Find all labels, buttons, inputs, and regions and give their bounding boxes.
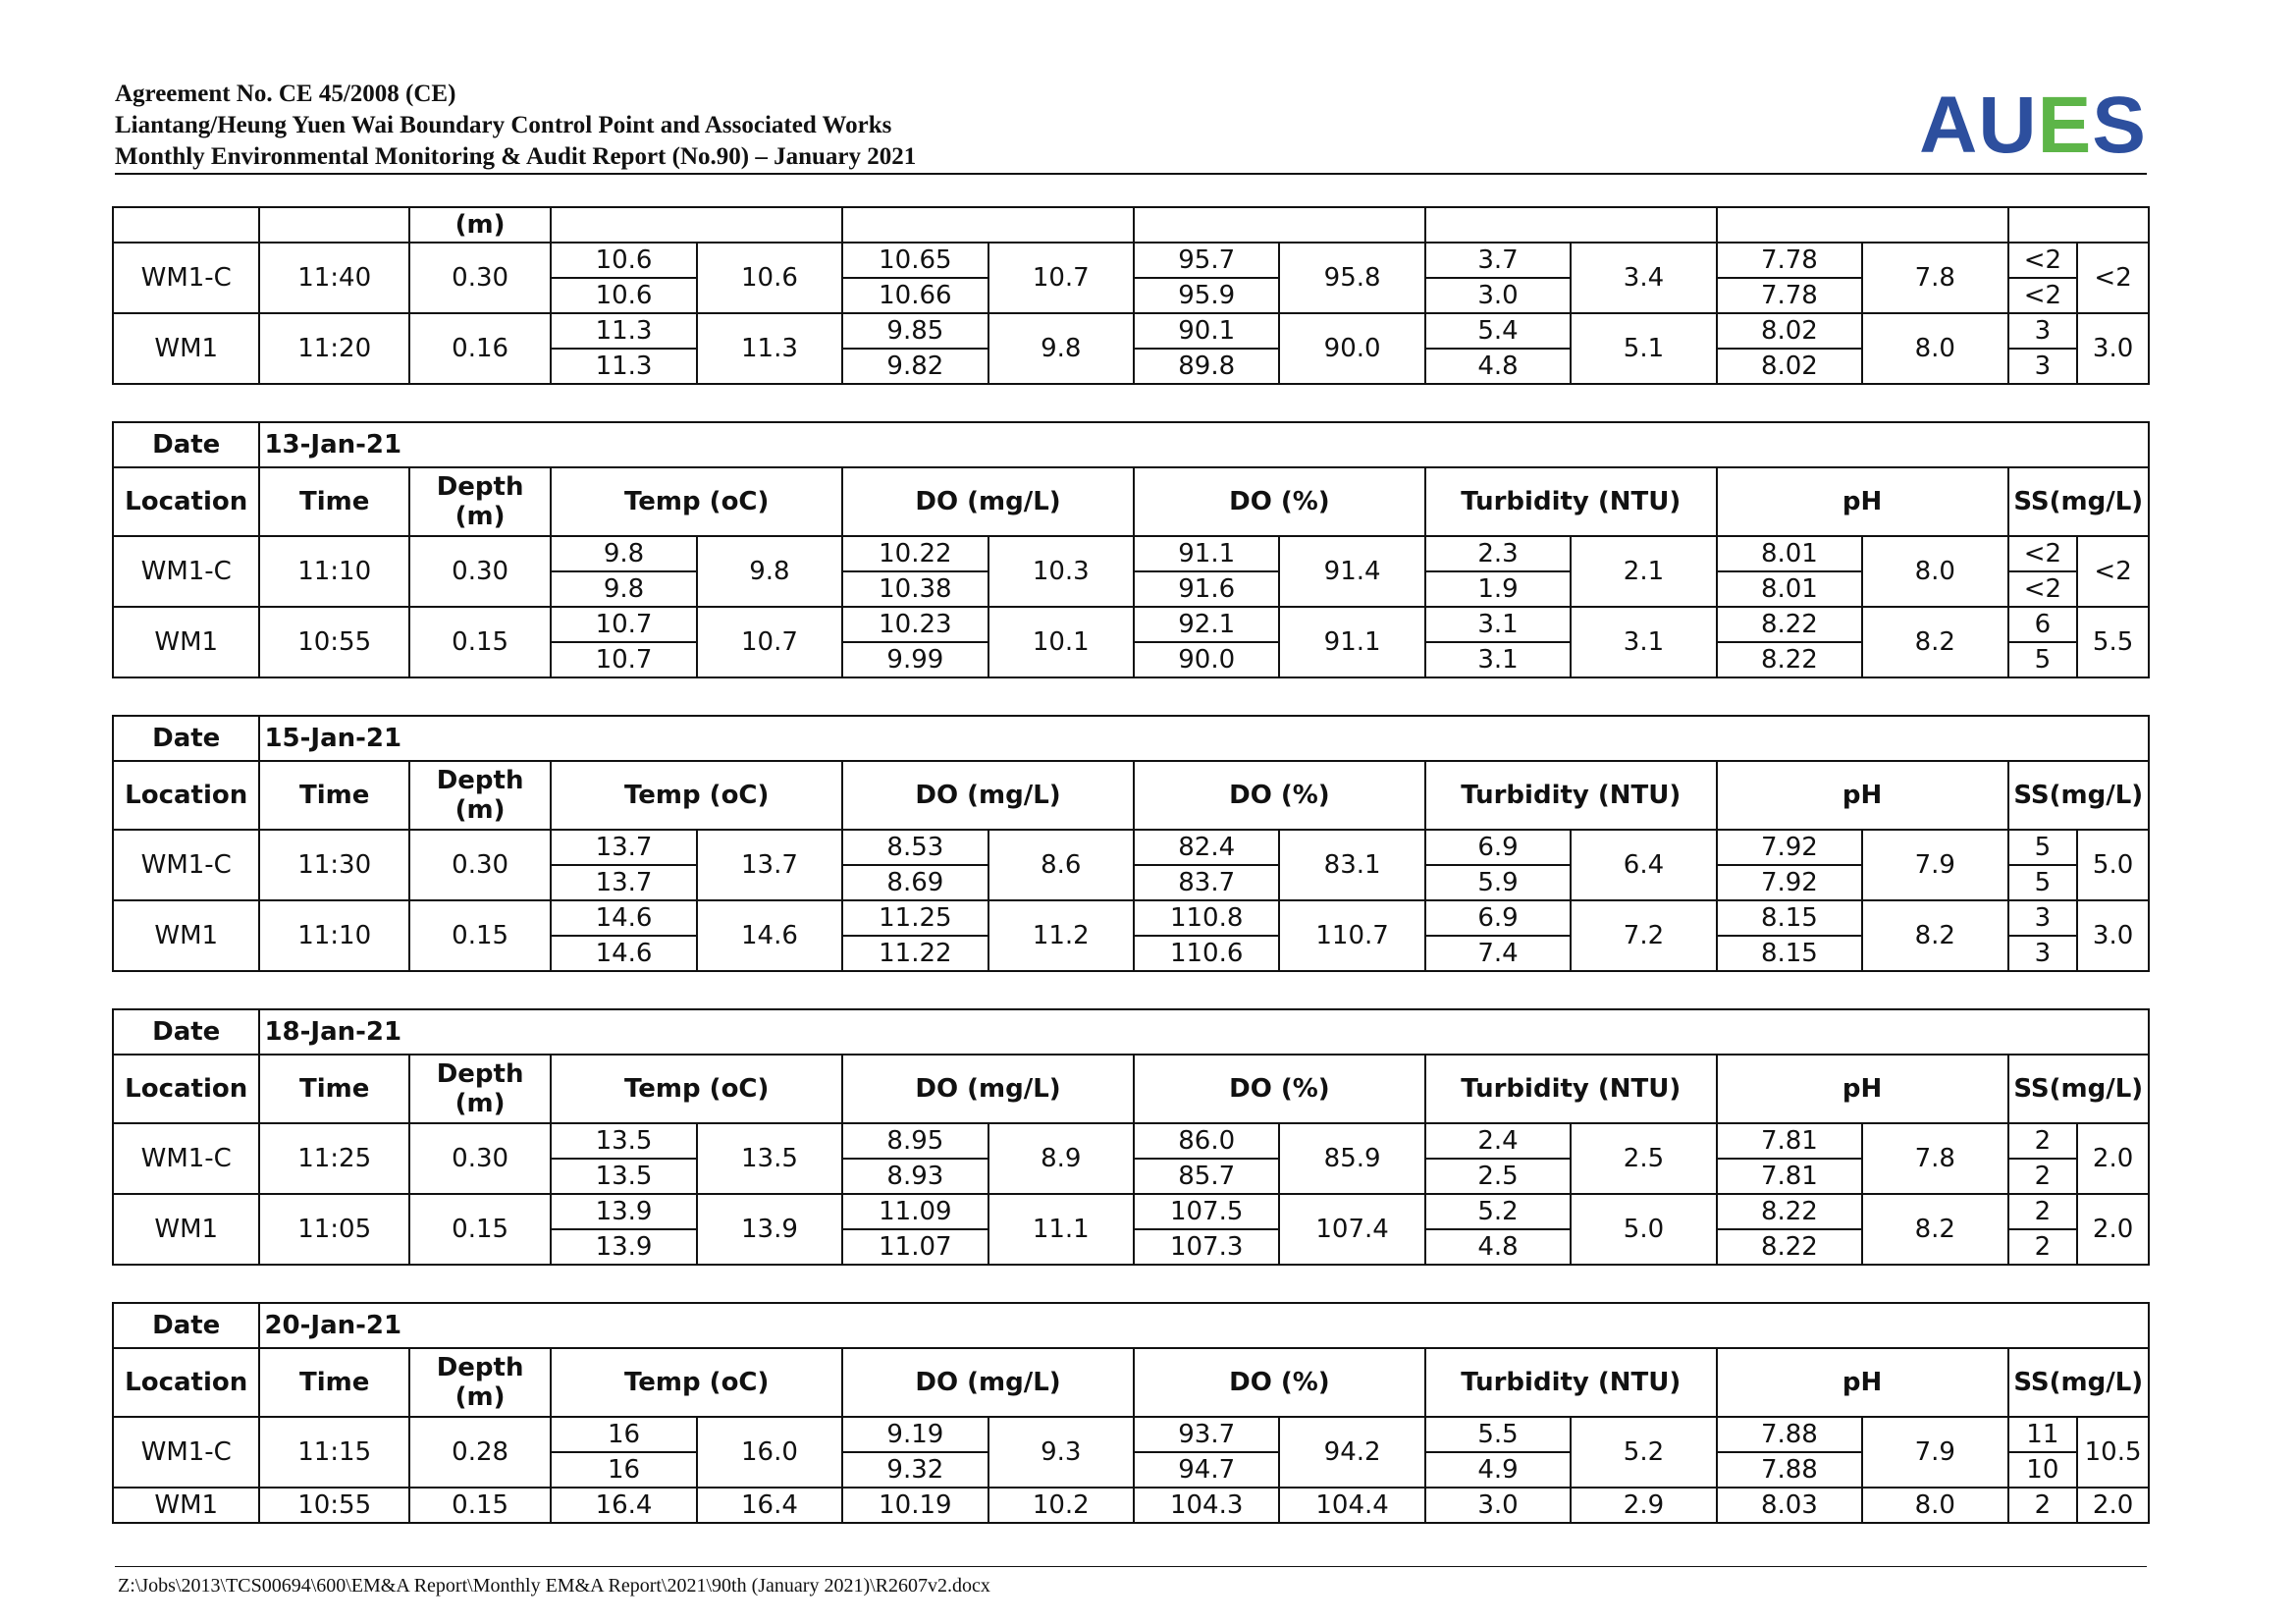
do-percent-header: DO (%) bbox=[1134, 761, 1425, 830]
location-cell: WM1-C bbox=[113, 243, 259, 313]
turbidity-reading-1: 5.5 bbox=[1425, 1417, 1571, 1452]
temp-header: Temp (oC) bbox=[551, 761, 842, 830]
temp-reading: 16.4 bbox=[551, 1488, 696, 1523]
date-row bbox=[113, 1009, 2149, 1055]
table-row bbox=[113, 313, 2149, 349]
temp-reading-2: 10.6 bbox=[551, 278, 696, 313]
table-row bbox=[113, 1123, 2149, 1159]
do-percent-reading-1: 92.1 bbox=[1134, 607, 1279, 642]
ss-header: SS(mg/L) bbox=[2008, 761, 2149, 830]
do-mgl-average: 10.1 bbox=[988, 607, 1134, 677]
header-blank bbox=[2008, 207, 2149, 243]
do-percent-reading-1: 110.8 bbox=[1134, 900, 1279, 936]
ss-average: 5.5 bbox=[2077, 607, 2149, 677]
do-percent-reading-2: 91.6 bbox=[1134, 571, 1279, 607]
do-percent-average: 107.4 bbox=[1279, 1194, 1424, 1265]
ph-average: 8.0 bbox=[1862, 536, 2007, 607]
ph-header: pH bbox=[1717, 1055, 2008, 1123]
ph-reading-2: 8.22 bbox=[1717, 1229, 1862, 1265]
do-mgl-reading-2: 10.38 bbox=[842, 571, 988, 607]
location-header: Location bbox=[113, 1055, 259, 1123]
do-mgl-reading-1: 10.22 bbox=[842, 536, 988, 571]
do-percent-average: 110.7 bbox=[1279, 900, 1424, 971]
header-divider bbox=[115, 173, 2147, 175]
page-header bbox=[115, 79, 2147, 173]
depth-cell: 0.15 bbox=[409, 1488, 551, 1523]
time-header: Time bbox=[259, 1055, 408, 1123]
time-cell: 11:10 bbox=[259, 900, 408, 971]
table-row bbox=[113, 607, 2149, 642]
turbidity-average: 3.1 bbox=[1571, 607, 1716, 677]
turbidity-reading-1: 3.7 bbox=[1425, 243, 1571, 278]
table-row bbox=[113, 1194, 2149, 1229]
turbidity-average: 6.4 bbox=[1571, 830, 1716, 900]
ph-header: pH bbox=[1717, 467, 2008, 536]
ss-reading-1: 11 bbox=[2008, 1417, 2078, 1452]
ss-average: 3.0 bbox=[2077, 900, 2149, 971]
ph-reading-1: 7.78 bbox=[1717, 243, 1862, 278]
location-header: Location bbox=[113, 467, 259, 536]
temp-reading-2: 14.6 bbox=[551, 936, 696, 971]
agreement-number: Agreement No. CE 45/2008 (CE) bbox=[115, 81, 456, 107]
ph-reading-2: 8.01 bbox=[1717, 571, 1862, 607]
ss-average: 10.5 bbox=[2077, 1417, 2149, 1488]
location-cell: WM1-C bbox=[113, 1123, 259, 1194]
do-percent-reading-1: 93.7 bbox=[1134, 1417, 1279, 1452]
do-percent-reading-2: 110.6 bbox=[1134, 936, 1279, 971]
ph-header: pH bbox=[1717, 1348, 2008, 1417]
ph-reading-1: 8.02 bbox=[1717, 313, 1862, 349]
ss-reading-2: 3 bbox=[2008, 349, 2078, 384]
ss-reading-2: 2 bbox=[2008, 1159, 2078, 1194]
do-percent-average: 85.9 bbox=[1279, 1123, 1424, 1194]
table-spacer bbox=[112, 385, 2150, 421]
ph-reading-2: 8.22 bbox=[1717, 642, 1862, 677]
do-mgl-reading-1: 11.25 bbox=[842, 900, 988, 936]
do-percent-reading-1: 82.4 bbox=[1134, 830, 1279, 865]
turbidity-average: 7.2 bbox=[1571, 900, 1716, 971]
do-percent-reading-2: 89.8 bbox=[1134, 349, 1279, 384]
location-cell: WM1-C bbox=[113, 1417, 259, 1488]
table-spacer bbox=[112, 678, 2150, 715]
ph-reading: 8.03 bbox=[1717, 1488, 1862, 1523]
date-label: Date bbox=[113, 1009, 259, 1055]
depth-header: Depth (m) bbox=[409, 467, 551, 536]
do-mgl-average: 9.8 bbox=[988, 313, 1134, 384]
do-mgl-average: 9.3 bbox=[988, 1417, 1134, 1488]
turbidity-reading-2: 4.9 bbox=[1425, 1452, 1571, 1488]
ph-average: 7.9 bbox=[1862, 830, 2007, 900]
depth-cell: 0.28 bbox=[409, 1417, 551, 1488]
temp-reading-1: 10.7 bbox=[551, 607, 696, 642]
turbidity-reading-1: 2.3 bbox=[1425, 536, 1571, 571]
do-mgl-average: 10.2 bbox=[988, 1488, 1134, 1523]
turbidity-header: Turbidity (NTU) bbox=[1425, 761, 1717, 830]
do-mgl-reading: 10.19 bbox=[842, 1488, 988, 1523]
ph-average: 7.9 bbox=[1862, 1417, 2007, 1488]
do-mgl-reading-2: 11.07 bbox=[842, 1229, 988, 1265]
header-blank bbox=[842, 207, 1134, 243]
ph-reading-1: 8.01 bbox=[1717, 536, 1862, 571]
table-row bbox=[113, 536, 2149, 571]
temp-average: 10.6 bbox=[697, 243, 842, 313]
do-percent-average: 83.1 bbox=[1279, 830, 1424, 900]
turbidity-average: 5.2 bbox=[1571, 1417, 1716, 1488]
ph-reading-2: 8.15 bbox=[1717, 936, 1862, 971]
turbidity-reading-1: 5.4 bbox=[1425, 313, 1571, 349]
do-mgl-reading-2: 10.66 bbox=[842, 278, 988, 313]
date-row bbox=[113, 716, 2149, 761]
column-header-row bbox=[113, 761, 2149, 830]
column-header-row bbox=[113, 1348, 2149, 1417]
temp-reading-1: 13.7 bbox=[551, 830, 696, 865]
location-cell: WM1 bbox=[113, 1488, 259, 1523]
temp-average: 16.0 bbox=[697, 1417, 842, 1488]
depth-cell: 0.15 bbox=[409, 900, 551, 971]
depth-header-continued: (m) bbox=[409, 207, 551, 243]
turbidity-reading-1: 5.2 bbox=[1425, 1194, 1571, 1229]
continued-data-table bbox=[112, 206, 2150, 385]
do-mgl-header: DO (mg/L) bbox=[842, 1055, 1134, 1123]
depth-cell: 0.30 bbox=[409, 243, 551, 313]
time-cell: 11:05 bbox=[259, 1194, 408, 1265]
header-blank bbox=[1717, 207, 2008, 243]
ss-average: <2 bbox=[2077, 536, 2149, 607]
ph-average: 8.2 bbox=[1862, 900, 2007, 971]
header-blank bbox=[259, 207, 408, 243]
temp-reading-2: 13.5 bbox=[551, 1159, 696, 1194]
do-mgl-reading-1: 8.95 bbox=[842, 1123, 988, 1159]
ss-average: <2 bbox=[2077, 243, 2149, 313]
do-percent-reading-2: 83.7 bbox=[1134, 865, 1279, 900]
daily-data-table bbox=[112, 1008, 2150, 1266]
table-spacer bbox=[112, 1266, 2150, 1302]
temp-average: 10.7 bbox=[697, 607, 842, 677]
daily-data-table bbox=[112, 1302, 2150, 1524]
ss-reading-2: 10 bbox=[2008, 1452, 2078, 1488]
aues-logo: AUES bbox=[1919, 81, 2147, 170]
turbidity-average: 2.5 bbox=[1571, 1123, 1716, 1194]
temp-reading-2: 16 bbox=[551, 1452, 696, 1488]
location-header: Location bbox=[113, 761, 259, 830]
table-row bbox=[113, 830, 2149, 865]
table-spacer bbox=[112, 972, 2150, 1008]
turbidity-reading-2: 2.5 bbox=[1425, 1159, 1571, 1194]
turbidity-reading-1: 3.1 bbox=[1425, 607, 1571, 642]
turbidity-average: 3.4 bbox=[1571, 243, 1716, 313]
do-percent-reading-2: 94.7 bbox=[1134, 1452, 1279, 1488]
depth-header: Depth (m) bbox=[409, 761, 551, 830]
footer-divider bbox=[115, 1566, 2147, 1567]
temp-header: Temp (oC) bbox=[551, 1055, 842, 1123]
temp-header: Temp (oC) bbox=[551, 1348, 842, 1417]
ss-reading-2: <2 bbox=[2008, 571, 2078, 607]
temp-average: 13.9 bbox=[697, 1194, 842, 1265]
ss-average: 2.0 bbox=[2077, 1194, 2149, 1265]
table-row bbox=[113, 1417, 2149, 1452]
do-percent-average: 94.2 bbox=[1279, 1417, 1424, 1488]
turbidity-reading-1: 2.4 bbox=[1425, 1123, 1571, 1159]
header-blank bbox=[113, 207, 259, 243]
temp-header: Temp (oC) bbox=[551, 467, 842, 536]
ph-average: 8.2 bbox=[1862, 1194, 2007, 1265]
turbidity-reading-2: 1.9 bbox=[1425, 571, 1571, 607]
turbidity-header: Turbidity (NTU) bbox=[1425, 1348, 1717, 1417]
ss-reading-2: 5 bbox=[2008, 642, 2078, 677]
do-mgl-reading-1: 9.19 bbox=[842, 1417, 988, 1452]
ss-reading-1: <2 bbox=[2008, 243, 2078, 278]
do-mgl-header: DO (mg/L) bbox=[842, 1348, 1134, 1417]
date-label: Date bbox=[113, 1303, 259, 1348]
do-mgl-reading-2: 9.82 bbox=[842, 349, 988, 384]
temp-reading-2: 10.7 bbox=[551, 642, 696, 677]
location-cell: WM1-C bbox=[113, 830, 259, 900]
ss-reading-1: <2 bbox=[2008, 536, 2078, 571]
ph-reading-1: 7.88 bbox=[1717, 1417, 1862, 1452]
depth-cell: 0.15 bbox=[409, 1194, 551, 1265]
depth-cell: 0.15 bbox=[409, 607, 551, 677]
report-title: Monthly Environmental Monitoring & Audit Report (No.90) – January 2021 bbox=[115, 143, 917, 170]
temp-reading-2: 9.8 bbox=[551, 571, 696, 607]
water-quality-tables bbox=[112, 206, 2150, 1524]
do-mgl-reading-1: 10.65 bbox=[842, 243, 988, 278]
do-mgl-reading-1: 10.23 bbox=[842, 607, 988, 642]
do-percent-reading-2: 85.7 bbox=[1134, 1159, 1279, 1194]
do-percent-header: DO (%) bbox=[1134, 1348, 1425, 1417]
ph-reading-1: 8.15 bbox=[1717, 900, 1862, 936]
ss-reading-1: 3 bbox=[2008, 900, 2078, 936]
header-blank bbox=[1425, 207, 1717, 243]
turbidity-average: 2.1 bbox=[1571, 536, 1716, 607]
do-percent-average: 91.4 bbox=[1279, 536, 1424, 607]
do-percent-reading-2: 107.3 bbox=[1134, 1229, 1279, 1265]
time-cell: 11:20 bbox=[259, 313, 408, 384]
ph-reading-1: 8.22 bbox=[1717, 1194, 1862, 1229]
ss-average: 2.0 bbox=[2077, 1123, 2149, 1194]
do-mgl-reading-1: 9.85 bbox=[842, 313, 988, 349]
time-cell: 11:25 bbox=[259, 1123, 408, 1194]
ph-average: 8.0 bbox=[1862, 313, 2007, 384]
do-percent-reading-1: 91.1 bbox=[1134, 536, 1279, 571]
temp-average: 14.6 bbox=[697, 900, 842, 971]
ss-header: SS(mg/L) bbox=[2008, 467, 2149, 536]
turbidity-average: 2.9 bbox=[1571, 1488, 1716, 1523]
do-percent-reading-1: 95.7 bbox=[1134, 243, 1279, 278]
location-cell: WM1 bbox=[113, 900, 259, 971]
ss-reading-1: 5 bbox=[2008, 830, 2078, 865]
do-percent-reading-1: 90.1 bbox=[1134, 313, 1279, 349]
temp-reading-1: 13.5 bbox=[551, 1123, 696, 1159]
do-mgl-average: 11.2 bbox=[988, 900, 1134, 971]
daily-data-table bbox=[112, 715, 2150, 972]
do-percent-average: 95.8 bbox=[1279, 243, 1424, 313]
ph-average: 8.2 bbox=[1862, 607, 2007, 677]
depth-cell: 0.16 bbox=[409, 313, 551, 384]
do-percent-reading-2: 95.9 bbox=[1134, 278, 1279, 313]
time-header: Time bbox=[259, 467, 408, 536]
turbidity-reading-2: 4.8 bbox=[1425, 1229, 1571, 1265]
temp-reading-1: 9.8 bbox=[551, 536, 696, 571]
do-mgl-average: 10.3 bbox=[988, 536, 1134, 607]
do-mgl-header: DO (mg/L) bbox=[842, 467, 1134, 536]
project-title: Liantang/Heung Yuen Wai Boundary Control Point and Associated Works bbox=[115, 112, 892, 138]
ph-reading-2: 7.81 bbox=[1717, 1159, 1862, 1194]
date-label: Date bbox=[113, 422, 259, 467]
ph-average: 8.0 bbox=[1862, 1488, 2007, 1523]
time-header: Time bbox=[259, 1348, 408, 1417]
turbidity-reading: 3.0 bbox=[1425, 1488, 1571, 1523]
location-cell: WM1 bbox=[113, 607, 259, 677]
table-row bbox=[113, 900, 2149, 936]
temp-reading-1: 16 bbox=[551, 1417, 696, 1452]
time-cell: 11:15 bbox=[259, 1417, 408, 1488]
ph-reading-1: 7.92 bbox=[1717, 830, 1862, 865]
turbidity-reading-2: 3.1 bbox=[1425, 642, 1571, 677]
temp-reading-1: 13.9 bbox=[551, 1194, 696, 1229]
do-percent-reading-1: 107.5 bbox=[1134, 1194, 1279, 1229]
do-percent-reading-2: 90.0 bbox=[1134, 642, 1279, 677]
temp-reading-2: 13.9 bbox=[551, 1229, 696, 1265]
do-mgl-reading-2: 9.32 bbox=[842, 1452, 988, 1488]
location-header: Location bbox=[113, 1348, 259, 1417]
do-percent-reading-1: 86.0 bbox=[1134, 1123, 1279, 1159]
temp-reading-1: 14.6 bbox=[551, 900, 696, 936]
column-header-row bbox=[113, 1055, 2149, 1123]
table-row bbox=[113, 243, 2149, 278]
file-path-footer: Z:\Jobs\2013\TCS00694\600\EM&A Report\Monthly EM&A Report\2021\90th (January 2021)\R2607v2.docx bbox=[118, 1575, 990, 1597]
date-row bbox=[113, 422, 2149, 467]
turbidity-reading-2: 3.0 bbox=[1425, 278, 1571, 313]
ss-reading-2: 5 bbox=[2008, 865, 2078, 900]
date-label: Date bbox=[113, 716, 259, 761]
time-cell: 10:55 bbox=[259, 1488, 408, 1523]
time-cell: 11:30 bbox=[259, 830, 408, 900]
ss-reading: 2 bbox=[2008, 1488, 2078, 1523]
ph-reading-2: 8.02 bbox=[1717, 349, 1862, 384]
location-cell: WM1 bbox=[113, 1194, 259, 1265]
turbidity-header: Turbidity (NTU) bbox=[1425, 467, 1717, 536]
temp-reading-1: 10.6 bbox=[551, 243, 696, 278]
do-mgl-average: 8.6 bbox=[988, 830, 1134, 900]
ss-reading-1: 2 bbox=[2008, 1194, 2078, 1229]
do-mgl-average: 11.1 bbox=[988, 1194, 1134, 1265]
ss-reading-2: 3 bbox=[2008, 936, 2078, 971]
do-mgl-reading-2: 8.69 bbox=[842, 865, 988, 900]
ph-reading-1: 7.81 bbox=[1717, 1123, 1862, 1159]
ss-average: 5.0 bbox=[2077, 830, 2149, 900]
date-value: 13-Jan-21 bbox=[259, 422, 2149, 467]
do-mgl-reading-2: 8.93 bbox=[842, 1159, 988, 1194]
do-percent-average: 104.4 bbox=[1279, 1488, 1424, 1523]
do-mgl-reading-1: 8.53 bbox=[842, 830, 988, 865]
ss-average: 3.0 bbox=[2077, 313, 2149, 384]
ss-reading-1: 2 bbox=[2008, 1123, 2078, 1159]
temp-average: 9.8 bbox=[697, 536, 842, 607]
ph-reading-2: 7.88 bbox=[1717, 1452, 1862, 1488]
header-blank bbox=[551, 207, 842, 243]
temp-average: 16.4 bbox=[697, 1488, 842, 1523]
do-mgl-reading-2: 9.99 bbox=[842, 642, 988, 677]
do-mgl-average: 8.9 bbox=[988, 1123, 1134, 1194]
depth-header: Depth (m) bbox=[409, 1348, 551, 1417]
turbidity-average: 5.0 bbox=[1571, 1194, 1716, 1265]
turbidity-average: 5.1 bbox=[1571, 313, 1716, 384]
do-percent-header: DO (%) bbox=[1134, 1055, 1425, 1123]
time-cell: 11:10 bbox=[259, 536, 408, 607]
time-cell: 10:55 bbox=[259, 607, 408, 677]
temp-reading-1: 11.3 bbox=[551, 313, 696, 349]
depth-header: Depth (m) bbox=[409, 1055, 551, 1123]
turbidity-reading-2: 5.9 bbox=[1425, 865, 1571, 900]
turbidity-reading-1: 6.9 bbox=[1425, 900, 1571, 936]
ss-header: SS(mg/L) bbox=[2008, 1348, 2149, 1417]
turbidity-reading-2: 4.8 bbox=[1425, 349, 1571, 384]
ss-reading-1: 6 bbox=[2008, 607, 2078, 642]
ph-average: 7.8 bbox=[1862, 1123, 2007, 1194]
depth-cell: 0.30 bbox=[409, 536, 551, 607]
date-value: 18-Jan-21 bbox=[259, 1009, 2149, 1055]
column-header-row bbox=[113, 467, 2149, 536]
ss-reading-1: 3 bbox=[2008, 313, 2078, 349]
date-row bbox=[113, 1303, 2149, 1348]
temp-average: 11.3 bbox=[697, 313, 842, 384]
temp-average: 13.7 bbox=[697, 830, 842, 900]
do-percent-average: 90.0 bbox=[1279, 313, 1424, 384]
daily-data-table bbox=[112, 421, 2150, 678]
temp-average: 13.5 bbox=[697, 1123, 842, 1194]
table-row bbox=[113, 1488, 2149, 1523]
depth-cell: 0.30 bbox=[409, 1123, 551, 1194]
ph-reading-2: 7.78 bbox=[1717, 278, 1862, 313]
turbidity-reading-2: 7.4 bbox=[1425, 936, 1571, 971]
ph-reading-1: 8.22 bbox=[1717, 607, 1862, 642]
ph-reading-2: 7.92 bbox=[1717, 865, 1862, 900]
location-cell: WM1 bbox=[113, 313, 259, 384]
date-value: 15-Jan-21 bbox=[259, 716, 2149, 761]
do-percent-reading: 104.3 bbox=[1134, 1488, 1279, 1523]
do-percent-header: DO (%) bbox=[1134, 467, 1425, 536]
continued-header-row bbox=[113, 207, 2149, 243]
location-cell: WM1-C bbox=[113, 536, 259, 607]
depth-cell: 0.30 bbox=[409, 830, 551, 900]
do-mgl-reading-1: 11.09 bbox=[842, 1194, 988, 1229]
turbidity-reading-1: 6.9 bbox=[1425, 830, 1571, 865]
temp-reading-2: 11.3 bbox=[551, 349, 696, 384]
header-blank bbox=[1134, 207, 1425, 243]
date-value: 20-Jan-21 bbox=[259, 1303, 2149, 1348]
ss-average: 2.0 bbox=[2077, 1488, 2149, 1523]
ph-average: 7.8 bbox=[1862, 243, 2007, 313]
time-cell: 11:40 bbox=[259, 243, 408, 313]
turbidity-header: Turbidity (NTU) bbox=[1425, 1055, 1717, 1123]
temp-reading-2: 13.7 bbox=[551, 865, 696, 900]
ss-reading-2: <2 bbox=[2008, 278, 2078, 313]
time-header: Time bbox=[259, 761, 408, 830]
ss-reading-2: 2 bbox=[2008, 1229, 2078, 1265]
ss-header: SS(mg/L) bbox=[2008, 1055, 2149, 1123]
do-mgl-average: 10.7 bbox=[988, 243, 1134, 313]
do-percent-average: 91.1 bbox=[1279, 607, 1424, 677]
do-mgl-header: DO (mg/L) bbox=[842, 761, 1134, 830]
do-mgl-reading-2: 11.22 bbox=[842, 936, 988, 971]
ph-header: pH bbox=[1717, 761, 2008, 830]
